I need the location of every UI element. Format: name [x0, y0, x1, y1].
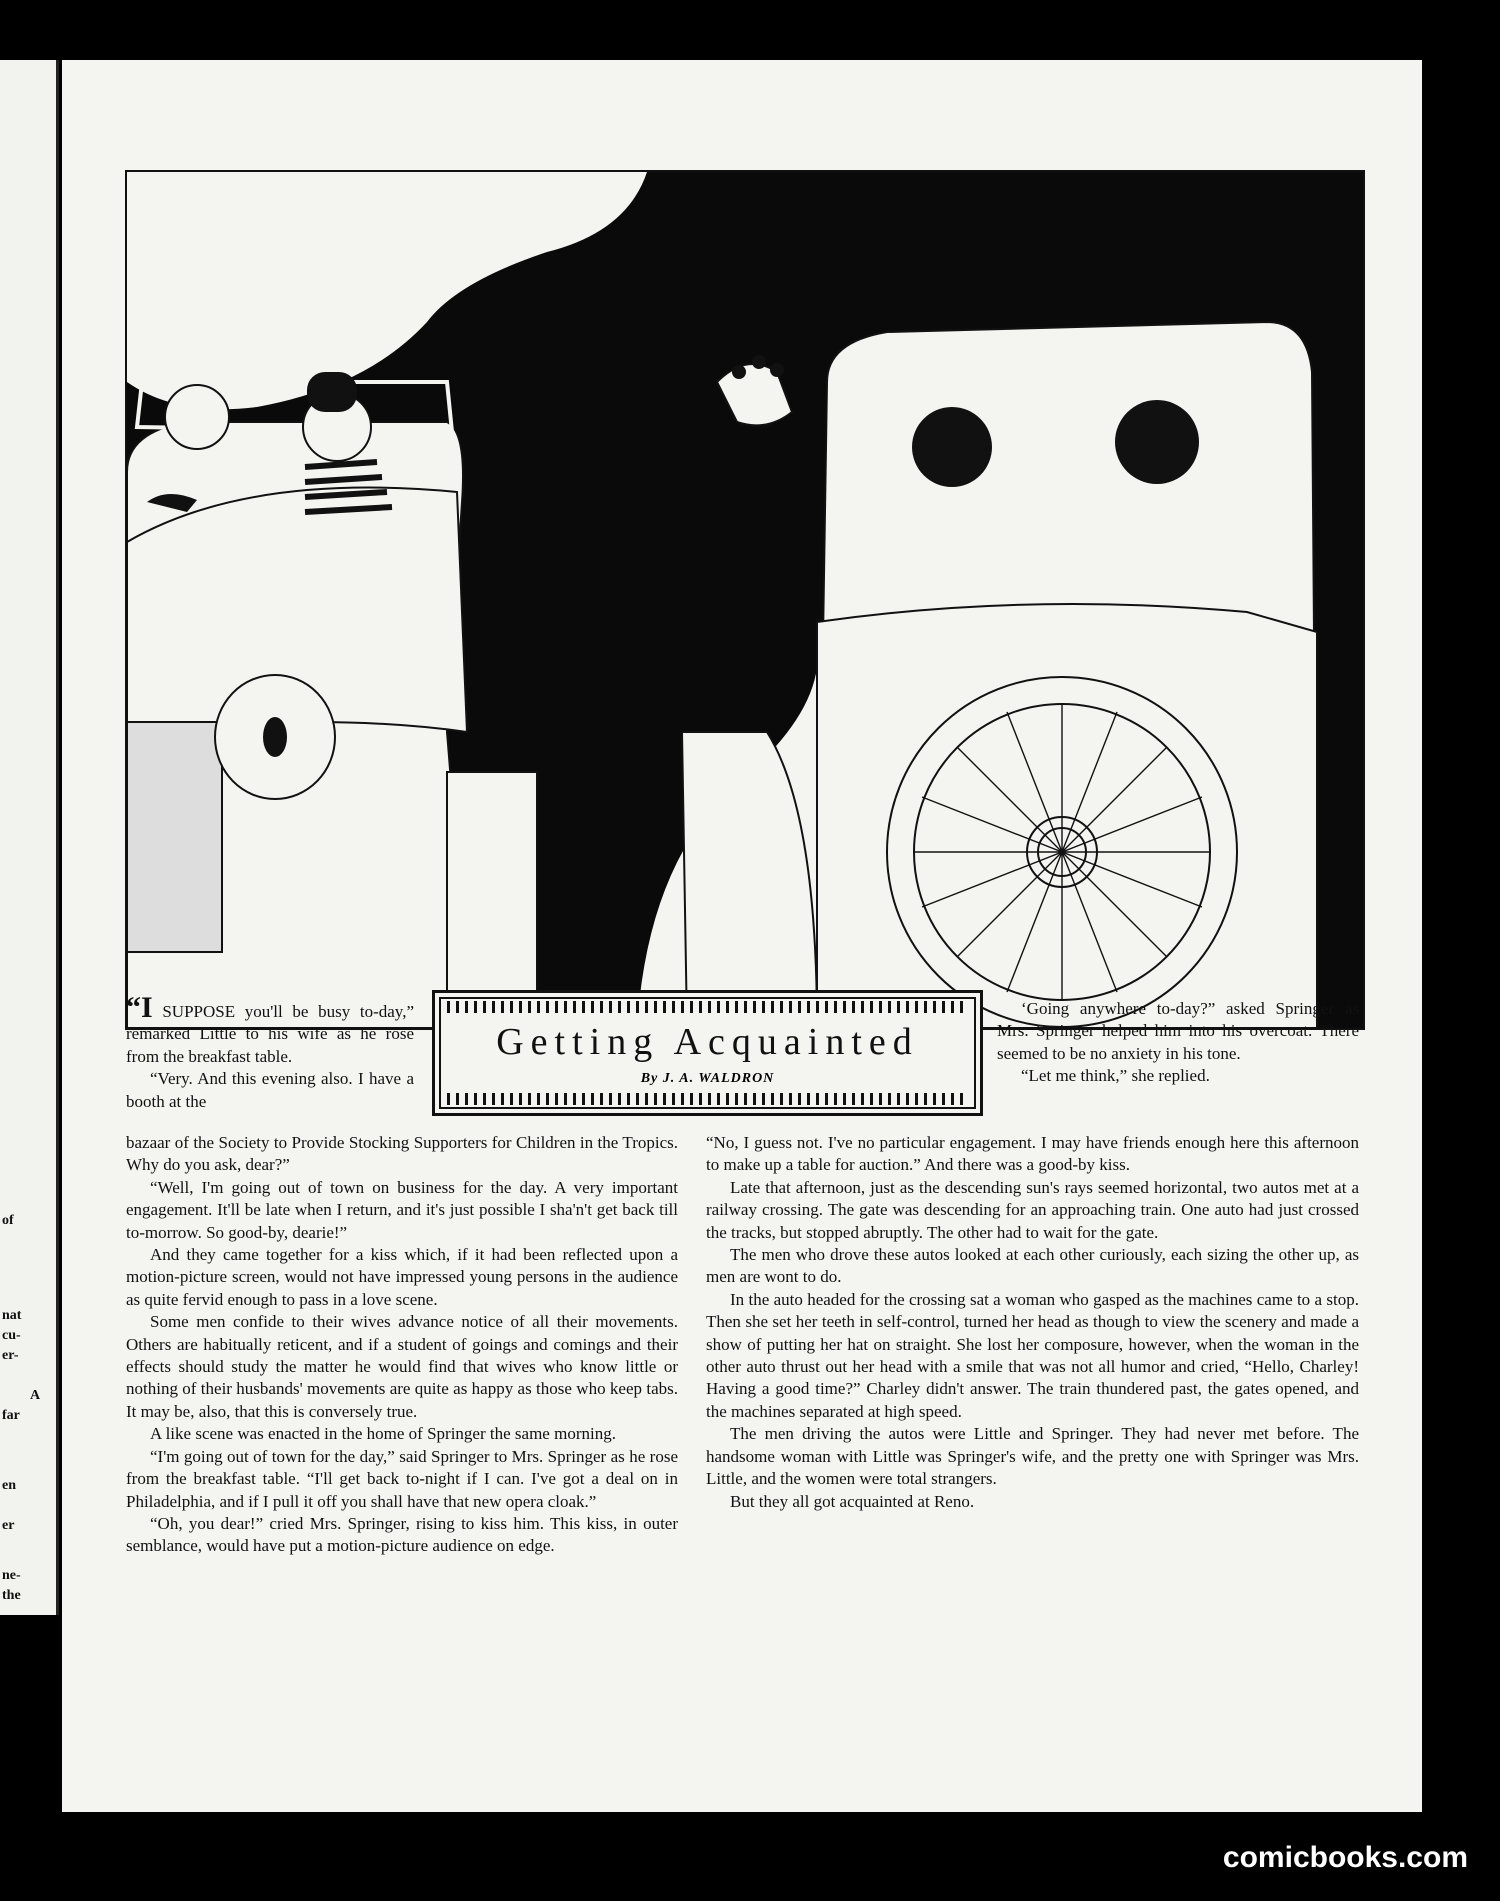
paragraph: In the auto headed for the crossing sat a woman who gasped as the machines came to a stop. Then she set her teeth in self-control, turned her head as though to view the scenery and made a show of putting her hat on straight. She lost her composure, however, when the woman in the other auto thrust out her head with a smile that was not all humor and cried, “Hello, Charley! Having a good time?” Charley didn't answer. The train thundered past, the gates opened, and the machines separated at high speed. — [706, 1289, 1359, 1421]
column-1-top — [126, 991, 414, 1113]
paragraph: A like scene was enacted in the home of Springer the same morning. — [150, 1424, 616, 1444]
left-fragment: ne- — [2, 1568, 21, 1583]
story-byline: By J. A. WALDRON — [640, 1071, 775, 1086]
story-title-box — [432, 990, 983, 1116]
left-fragment: en — [2, 1478, 16, 1493]
left-fragment: er — [2, 1518, 15, 1533]
paragraph: “Oh, you dear!” cried Mrs. Springer, rising to kiss him. This kiss, in outer semblance, would have put a motion-picture audience on edge. — [126, 1513, 678, 1556]
paragraph-text: SUPPOSE you'll be busy to-day,” remarked Little to his wife as he rose from the breakfast table. — [126, 1002, 414, 1066]
left-fragment: nat — [2, 1308, 22, 1323]
paragraph: And they came together for a kiss which, if it had been reflected upon a motion-picture screen, would not have impressed young persons in the audience as quite fervid enough to pass in a love scene. — [126, 1245, 678, 1309]
paragraph: “Let me think,” she replied. — [1021, 1066, 1210, 1086]
paragraph: Some men confide to their wives advance notice of all their movements. Others are habitually reticent, and if a student of goings and comings and their effects should study the matter he would find that wives who know little or nothing of their husbands' movements are quite as happy as those who keep tabs. It may be, also, that this is conversely true. — [126, 1312, 678, 1421]
left-fragment: cu- — [2, 1328, 21, 1343]
paragraph: The men who drove these autos looked at each other curiously, each sizing the other up, as men are wont to do. — [706, 1245, 1359, 1287]
paragraph: ‘Going anywhere to-day?” asked Springer as Mrs. Springer helped him into his overcoat. There seemed to be no anxiety in his tone. — [997, 999, 1359, 1063]
paragraph: “Well, I'm going out of town on business for the day. A very important engagement. It'll be late when I return, and it's just possible I sha'n't get back till to-morrow. So good-by, dearie!” — [126, 1177, 678, 1242]
drop-cap: “I — [126, 991, 153, 1024]
left-fragment: er- — [2, 1348, 19, 1363]
paragraph: “I'm going out of town for the day,” said Springer to Mrs. Springer as he rose from the breakfast table. “I'll get back to-night if I can. I've got a deal on in Philadelphia, and if I pull it off you shall have that new opera cloak.” — [126, 1446, 678, 1511]
paragraph: But they all got acquainted at Reno. — [730, 1491, 975, 1511]
column-2-top — [997, 998, 1359, 1088]
site-watermark: comicbooks.com — [1222, 1841, 1468, 1874]
magazine-page — [62, 60, 1422, 1812]
paragraph: “No, I guess not. I've no particular engagement. I may have friends enough here this afternoon to make up a table for auction.” And there was a good-by kiss. — [706, 1133, 1359, 1175]
paragraph: “Very. And this evening also. I have a booth at the — [126, 1069, 414, 1111]
left-fragment: of — [2, 1213, 14, 1228]
greek-key-border-top — [447, 1001, 968, 1013]
left-fragment: far — [2, 1408, 20, 1423]
left-page-edge — [0, 60, 59, 1615]
story-illustration — [125, 170, 1365, 1030]
column-1 — [126, 1132, 678, 1558]
left-fragment: A — [30, 1388, 41, 1403]
paragraph: The men driving the autos were Little and Springer. They had never met before. The handsome woman with Little was Springer's wife, and the pretty one with Springer was Mrs. Little, and the women were total strangers. — [706, 1424, 1359, 1489]
paragraph — [126, 991, 414, 1068]
story-title: Getting Acquainted — [496, 1021, 919, 1063]
left-fragment: the — [2, 1588, 21, 1603]
paragraph: bazaar of the Society to Provide Stocking Supporters for Children in the Tropics. Why do you ask, dear?” — [126, 1133, 678, 1175]
greek-key-border-bottom — [447, 1093, 968, 1105]
column-2 — [706, 1132, 1359, 1513]
paragraph: Late that afternoon, just as the descending sun's rays seemed horizontal, two autos met at a railway crossing. The gate was descending for an approaching train. One auto had just crossed the tracks, but stopped abruptly. The other had to wait for the gate. — [706, 1177, 1359, 1242]
